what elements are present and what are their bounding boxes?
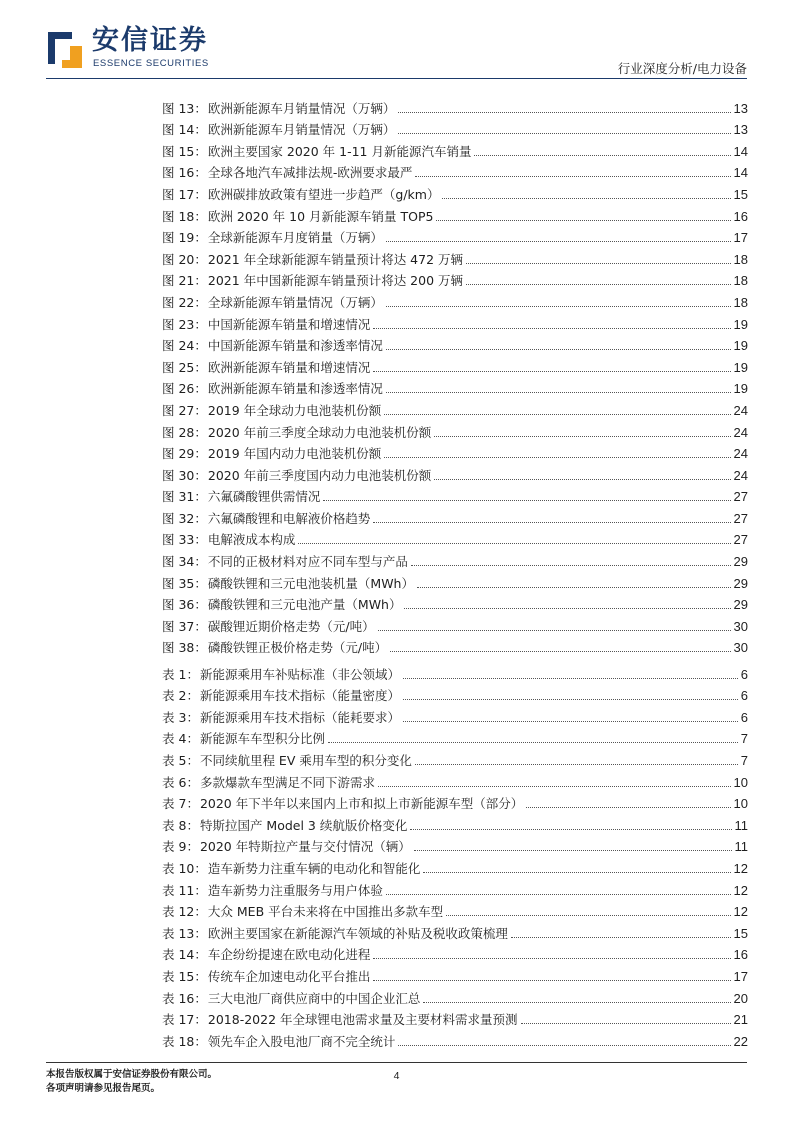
toc-title: 车企纷纷提速在欧电动化进程 — [207, 947, 371, 963]
toc-row-table-4[interactable] — [162, 725, 748, 747]
toc-row-figure-38[interactable] — [162, 634, 748, 656]
toc-row-table-6[interactable] — [162, 768, 748, 790]
toc-row-figure-36[interactable] — [162, 591, 748, 613]
toc-label: 图 24 ： — [162, 338, 208, 353]
toc-leader — [373, 980, 730, 981]
toc-leader — [398, 133, 730, 134]
toc-leader — [398, 112, 730, 113]
toc-row-table-8[interactable] — [162, 811, 748, 833]
toc-row-figure-13[interactable] — [162, 94, 748, 116]
toc-title: 三大电池厂商供应商中的中国企业汇总 — [207, 990, 421, 1006]
toc-title: 电解液成本构成 — [207, 532, 296, 548]
toc-page: 18 — [733, 273, 748, 289]
toc-row-table-5[interactable] — [162, 746, 748, 768]
toc-row-figure-18[interactable] — [162, 202, 748, 224]
toc-title: 磷酸铁锂正极价格走势（元/吨） — [207, 640, 388, 656]
toc-row-figure-34[interactable] — [162, 547, 748, 569]
toc-page: 14 — [733, 165, 748, 181]
toc-label: 图 18 ： — [162, 209, 208, 224]
toc-title: 特斯拉国产 Model 3 续航版价格变化 — [199, 817, 408, 833]
toc-label: 表 9 ： — [162, 839, 200, 854]
toc-leader — [386, 241, 731, 242]
toc-page: 21 — [733, 1012, 748, 1028]
toc-label: 表 15 ： — [162, 969, 208, 984]
toc-title: 全球新能源车月度销量（万辆） — [207, 230, 383, 246]
toc-page: 17 — [733, 230, 748, 246]
toc-page: 24 — [733, 467, 748, 483]
toc-page: 24 — [733, 402, 748, 418]
toc-label: 图 33 ： — [162, 532, 208, 547]
toc-title: 2021 年全球新能源车销量预计将达 472 万辆 — [207, 251, 463, 267]
toc-page: 15 — [733, 186, 748, 202]
toc-page: 20 — [733, 990, 748, 1006]
toc-row-table-2[interactable] — [162, 682, 748, 704]
toc-row-figure-26[interactable] — [162, 375, 748, 397]
toc-label: 表 11 ： — [162, 883, 208, 898]
toc-label: 图 31 ： — [162, 489, 208, 504]
toc-title: 传统车企加速电动化平台推出 — [207, 968, 371, 984]
toc-label: 表 5 ： — [162, 753, 200, 768]
toc-label: 图 26 ： — [162, 381, 208, 396]
toc-label: 图 17 ： — [162, 187, 208, 202]
page-number: 4 — [393, 1070, 400, 1082]
toc-leader — [474, 155, 730, 156]
toc-page: 19 — [733, 316, 748, 332]
toc-leader — [442, 198, 730, 199]
toc-title: 2021 年中国新能源车销量预计将达 200 万辆 — [207, 273, 463, 289]
toc-title: 2018-2022 年全球锂电池需求量及主要材料需求量预测 — [207, 1012, 518, 1028]
toc-row-table-3[interactable] — [162, 703, 748, 725]
toc-leader — [410, 829, 731, 830]
toc-row-figure-32[interactable] — [162, 504, 748, 526]
footer-copyright: 本报告版权属于安信证券股份有限公司。 — [46, 1069, 218, 1080]
toc-row-table-14[interactable] — [162, 941, 748, 963]
toc-page: 12 — [733, 904, 748, 920]
toc-title: 不同续航里程 EV 乘用车型的积分变化 — [199, 752, 412, 768]
toc-leader — [386, 306, 731, 307]
toc-title: 欧洲新能源车销量和增速情况 — [207, 359, 371, 375]
toc-label: 表 16 ： — [162, 991, 208, 1006]
toc-leader — [434, 436, 730, 437]
toc-page: 7 — [740, 731, 748, 747]
toc-title: 造车新势力注重车辆的电动化和智能化 — [207, 860, 421, 876]
toc-leader — [384, 414, 730, 415]
toc-page: 24 — [733, 424, 748, 440]
toc-page: 10 — [733, 796, 748, 812]
toc-leader — [378, 630, 731, 631]
toc-title: 欧洲新能源车月销量情况（万辆） — [207, 122, 396, 138]
toc-leader — [378, 786, 731, 787]
toc-leader — [298, 543, 730, 544]
toc-leader — [526, 807, 730, 808]
toc-row-table-9[interactable] — [162, 833, 748, 855]
toc-row-figure-27[interactable] — [162, 396, 748, 418]
toc-title: 2020 年前三季度国内动力电池装机份额 — [207, 467, 432, 483]
toc-label: 图 32 ： — [162, 511, 208, 526]
toc-page: 17 — [733, 968, 748, 984]
toc-leader — [398, 1045, 730, 1046]
toc-label: 表 6 ： — [162, 775, 200, 790]
report-category: 行业深度分析/电力设备 — [617, 61, 747, 76]
toc-leader — [417, 587, 731, 588]
toc-row-figure-37[interactable] — [162, 612, 748, 634]
toc-label: 图 30 ： — [162, 468, 208, 483]
toc-page: 10 — [733, 774, 748, 790]
toc-page: 11 — [734, 839, 748, 855]
toc-label: 图 21 ： — [162, 273, 208, 288]
toc-row-table-7[interactable] — [162, 790, 748, 812]
toc-label: 表 14 ： — [162, 947, 208, 962]
toc-page: 22 — [733, 1033, 748, 1049]
toc-leader — [434, 479, 730, 480]
toc-title: 欧洲碳排放政策有望进一步趋严（g/km） — [207, 186, 440, 202]
toc-title: 欧洲新能源车销量和渗透率情况 — [207, 381, 383, 397]
toc-label: 图 34 ： — [162, 554, 208, 569]
footer-divider — [46, 1062, 747, 1063]
toc-row-figure-25[interactable] — [162, 353, 748, 375]
toc-page: 30 — [733, 618, 748, 634]
toc-leader — [386, 392, 731, 393]
toc-title: 造车新势力注重服务与用户体验 — [207, 882, 383, 898]
toc-page: 14 — [733, 143, 748, 159]
toc-page: 19 — [733, 381, 748, 397]
toc-title: 新能源乘用车技术指标（能量密度） — [199, 688, 400, 704]
toc-row-figure-19[interactable] — [162, 224, 748, 246]
logo-english-text: ESSENCE SECURITIES — [93, 58, 209, 69]
toc-label: 表 18 ： — [162, 1034, 208, 1049]
toc-row-figure-21[interactable] — [162, 267, 748, 289]
toc-label: 表 7 ： — [162, 796, 200, 811]
toc-row-figure-24[interactable] — [162, 332, 748, 354]
toc-page: 11 — [734, 817, 748, 833]
toc-title: 新能源乘用车补贴标准（非公领域） — [199, 666, 400, 682]
toc-title: 不同的正极材料对应不同车型与产品 — [207, 554, 408, 570]
toc-title: 全球新能源车销量情况（万辆） — [207, 294, 383, 310]
toc-leader — [403, 699, 738, 700]
toc-row-figure-29[interactable] — [162, 440, 748, 462]
toc-row-table-11[interactable] — [162, 876, 748, 898]
toc-title: 2019 年国内动力电池装机份额 — [207, 446, 382, 462]
toc-row-figure-33[interactable] — [162, 526, 748, 548]
toc-label: 图 19 ： — [162, 230, 208, 245]
toc-title: 大众 MEB 平台未来将在中国推出多款车型 — [207, 904, 444, 920]
toc-leader — [373, 371, 730, 372]
toc-row-figure-35[interactable] — [162, 569, 748, 591]
toc-page: 13 — [733, 122, 748, 138]
table-list — [162, 660, 748, 1049]
toc-page: 29 — [733, 597, 748, 613]
toc-leader — [436, 220, 730, 221]
toc-row-figure-15[interactable] — [162, 137, 748, 159]
toc-leader — [415, 176, 730, 177]
toc-row-figure-22[interactable] — [162, 288, 748, 310]
toc-leader — [403, 678, 738, 679]
toc-row-figure-28[interactable] — [162, 418, 748, 440]
toc-row-figure-14[interactable] — [162, 116, 748, 138]
figure-list — [162, 94, 748, 655]
toc-page: 18 — [733, 251, 748, 267]
toc-label: 图 16 ： — [162, 165, 208, 180]
toc-leader — [466, 263, 731, 264]
toc-page: 24 — [733, 446, 748, 462]
toc-page: 15 — [733, 925, 748, 941]
toc-page: 27 — [733, 489, 748, 505]
toc-title: 欧洲主要国家 2020 年 1-11 月新能源汽车销量 — [207, 143, 472, 159]
toc-label: 图 28 ： — [162, 425, 208, 440]
toc-title: 六氟磷酸锂和电解液价格趋势 — [207, 510, 371, 526]
toc-page: 16 — [733, 947, 748, 963]
toc-label: 表 13 ： — [162, 926, 208, 941]
toc-label: 表 17 ： — [162, 1012, 208, 1027]
toc-label: 图 35 ： — [162, 576, 208, 591]
toc-row-figure-31[interactable] — [162, 483, 748, 505]
toc-label: 图 37 ： — [162, 619, 208, 634]
toc-leader — [404, 608, 730, 609]
logo-chinese-text: 安信证券 — [92, 25, 208, 56]
toc-label: 图 23 ： — [162, 317, 208, 332]
toc-row-table-18[interactable] — [162, 1027, 748, 1049]
toc-row-table-17[interactable] — [162, 1006, 748, 1028]
toc-page: 29 — [733, 575, 748, 591]
toc-title: 磷酸铁锂和三元电池产量（MWh） — [207, 597, 402, 613]
toc-label: 图 27 ： — [162, 403, 208, 418]
toc-leader — [390, 651, 730, 652]
toc-label: 表 12 ： — [162, 904, 208, 919]
toc-title: 2020 年特斯拉产量与交付情况（辆） — [199, 839, 411, 855]
toc-title: 2019 年全球动力电池装机份额 — [207, 402, 382, 418]
toc-title: 中国新能源车销量和渗透率情况 — [207, 338, 383, 354]
toc-label: 图 14 ： — [162, 122, 208, 137]
toc-title: 新能源车车型积分比例 — [199, 731, 325, 747]
toc-leader — [446, 915, 730, 916]
toc-leader — [414, 850, 732, 851]
toc-page: 6 — [740, 688, 748, 704]
toc-label: 图 22 ： — [162, 295, 208, 310]
toc-page: 27 — [733, 532, 748, 548]
toc-page: 12 — [733, 860, 748, 876]
toc-page: 29 — [733, 554, 748, 570]
toc-page: 7 — [740, 752, 748, 768]
toc-leader — [384, 457, 730, 458]
toc-title: 领先车企入股电池厂商不完全统计 — [207, 1033, 396, 1049]
toc-label: 图 15 ： — [162, 144, 208, 159]
toc-page: 12 — [733, 882, 748, 898]
toc-label: 图 38 ： — [162, 640, 208, 655]
toc-leader — [511, 937, 731, 938]
toc-leader — [415, 764, 738, 765]
toc-label: 图 36 ： — [162, 597, 208, 612]
toc-page: 6 — [740, 709, 748, 725]
toc-title: 2020 年前三季度全球动力电池装机份额 — [207, 424, 432, 440]
toc-leader — [373, 522, 730, 523]
toc-title: 磷酸铁锂和三元电池装机量（MWh） — [207, 575, 414, 591]
toc-row-table-13[interactable] — [162, 919, 748, 941]
toc-label: 表 3 ： — [162, 710, 200, 725]
toc-label: 图 29 ： — [162, 446, 208, 461]
toc-page: 30 — [733, 640, 748, 656]
toc-row-table-16[interactable] — [162, 984, 748, 1006]
toc-row-table-10[interactable] — [162, 854, 748, 876]
toc-leader — [411, 565, 731, 566]
toc-leader — [466, 284, 731, 285]
toc-leader — [386, 349, 731, 350]
toc-page: 6 — [740, 666, 748, 682]
header-divider — [46, 78, 747, 79]
toc-row-table-1[interactable] — [162, 660, 748, 682]
toc-title: 全球各地汽车减排法规-欧洲要求最严 — [207, 165, 413, 181]
toc-row-table-12[interactable] — [162, 898, 748, 920]
toc-row-figure-17[interactable] — [162, 180, 748, 202]
toc-page: 18 — [733, 294, 748, 310]
toc-label: 图 13 ： — [162, 101, 208, 116]
toc-label: 图 25 ： — [162, 360, 208, 375]
toc-page: 13 — [733, 100, 748, 116]
toc-label: 表 8 ： — [162, 818, 200, 833]
toc-leader — [328, 742, 738, 743]
toc-row-figure-16[interactable] — [162, 159, 748, 181]
toc-page: 16 — [733, 208, 748, 224]
toc-page: 27 — [733, 510, 748, 526]
toc-title: 碳酸锂近期价格走势（元/吨） — [207, 618, 375, 634]
toc-label: 表 1 ： — [162, 667, 200, 682]
toc-leader — [423, 872, 730, 873]
toc-label: 表 2 ： — [162, 688, 200, 703]
toc-leader — [373, 958, 730, 959]
toc-leader — [386, 894, 731, 895]
toc-leader — [403, 721, 738, 722]
toc-title: 欧洲 2020 年 10 月新能源车销量 TOP5 — [207, 208, 434, 224]
essence-logo-icon — [46, 26, 84, 70]
toc-title: 2020 年下半年以来国内上市和拟上市新能源车型（部分） — [199, 796, 524, 812]
toc-row-figure-20[interactable] — [162, 245, 748, 267]
toc-title: 六氟磷酸锂供需情况 — [207, 489, 321, 505]
toc-title: 欧洲主要国家在新能源汽车领域的补贴及税收政策梳理 — [207, 925, 508, 941]
toc-title: 欧洲新能源车月销量情况（万辆） — [207, 100, 396, 116]
toc-label: 图 20 ： — [162, 252, 208, 267]
toc-label: 表 10 ： — [162, 861, 208, 876]
toc-label: 表 4 ： — [162, 731, 200, 746]
toc-row-figure-30[interactable] — [162, 461, 748, 483]
toc-leader — [373, 328, 730, 329]
toc-leader — [423, 1002, 730, 1003]
toc-title: 多款爆款车型满足不同下游需求 — [199, 774, 375, 790]
toc-row-figure-23[interactable] — [162, 310, 748, 332]
toc-row-table-15[interactable] — [162, 962, 748, 984]
toc-page: 19 — [733, 338, 748, 354]
footer-notice: 各项声明请参见报告尾页。 — [46, 1083, 161, 1094]
toc-leader — [521, 1023, 731, 1024]
toc-title: 中国新能源车销量和增速情况 — [207, 316, 371, 332]
page-header — [0, 0, 793, 80]
toc-leader — [323, 500, 730, 501]
toc-page: 19 — [733, 359, 748, 375]
toc-title: 新能源乘用车技术指标（能耗要求） — [199, 709, 400, 725]
